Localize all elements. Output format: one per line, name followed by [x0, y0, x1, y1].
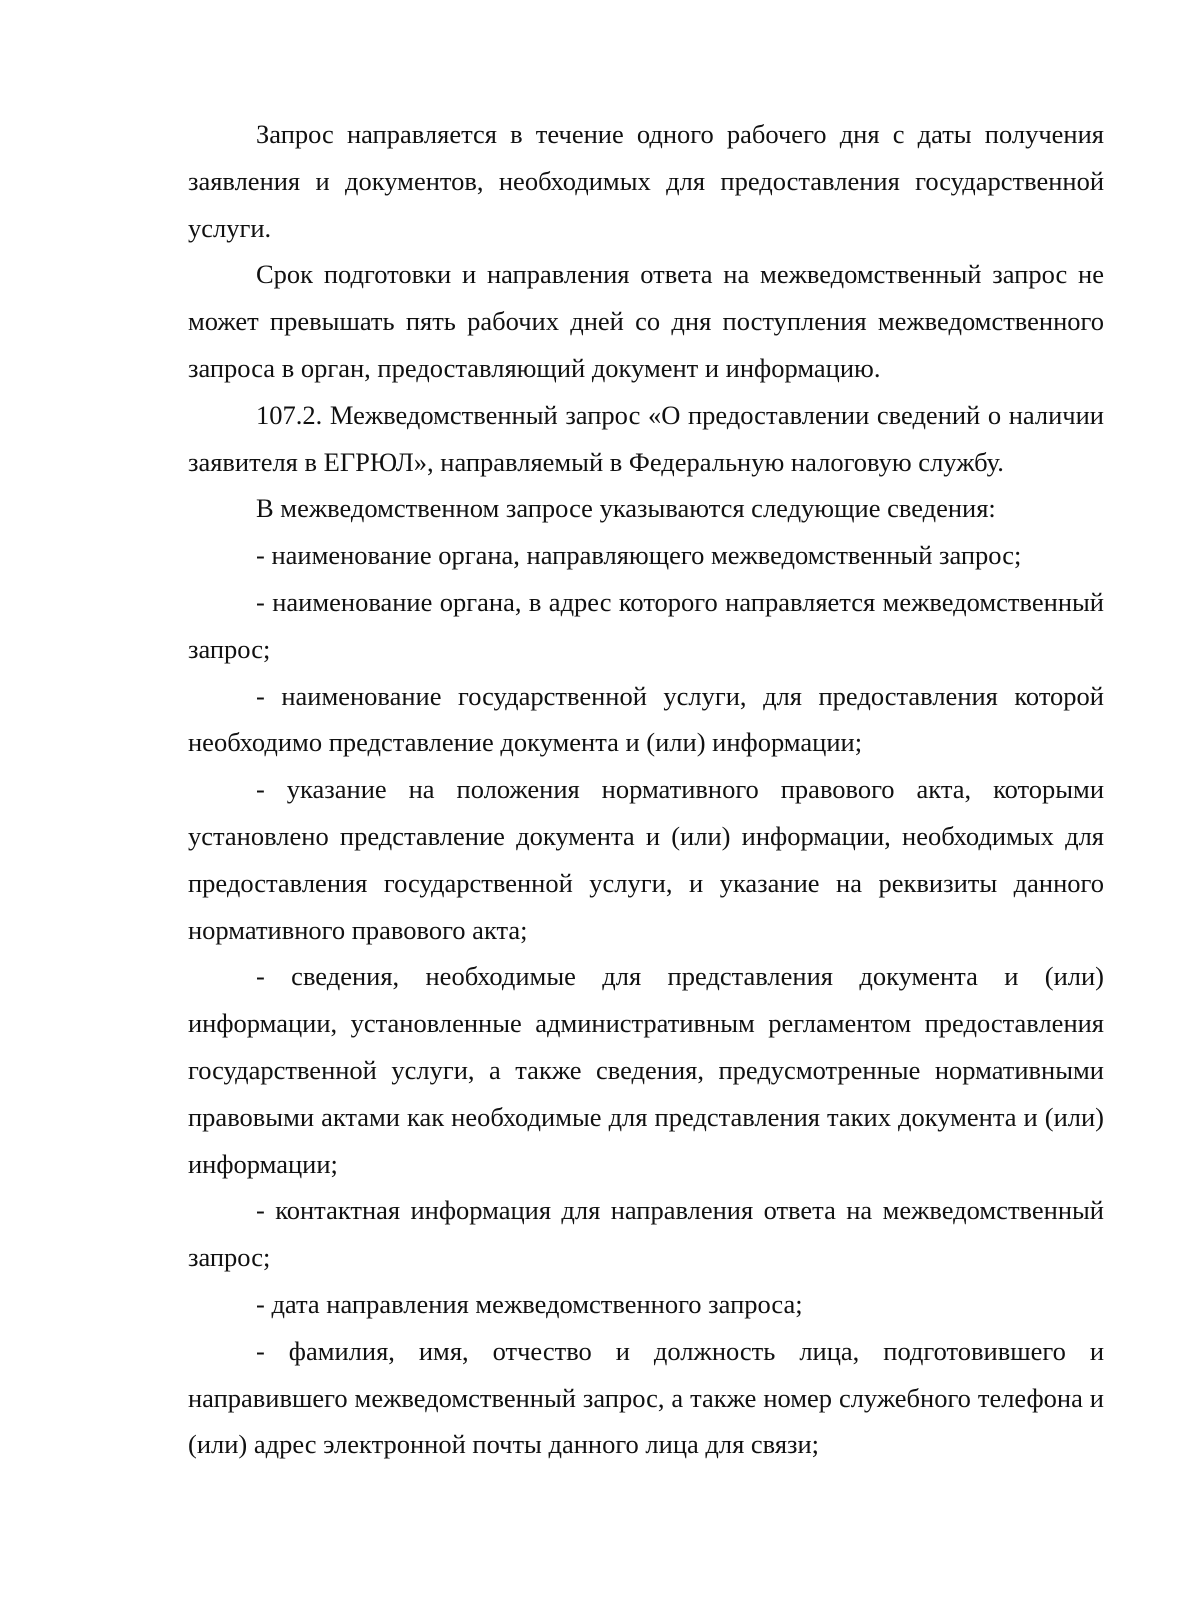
paragraph-response-deadline: Срок подготовки и направления ответа на межведомственный запрос не может превышать пять рабочих дней со дня поступления межведомственного запроса в орган, предоставляющий документ и информацию.	[188, 259, 1104, 383]
list-item-contact-information: - контактная информация для направления ответа на межведомственный запрос;	[188, 1195, 1104, 1273]
list-item-recipient-authority: - наименование органа, в адрес которого направляется межведомственный запрос;	[188, 586, 1104, 664]
list-item-required-information: - сведения, необходимые для представления документа и (или) информации, установленные административным регламентом предоставления государственной услуги, а также сведения, предусмотренные нормативными правовыми актами как необходимые для представления таких документа и (или) информации;	[188, 961, 1104, 1179]
list-item-sender-authority: - наименование органа, направляющего межведомственный запрос;	[256, 540, 1022, 571]
list-item-request-date: - дата направления межведомственного запроса;	[256, 1288, 803, 1319]
list-item-legal-act-reference: - указание на положения нормативного правового акта, которыми установлено представление документа и (или) информации, необходимых для предоставления государственной услуги, и указание на реквизиты данного нормативного правового акта;	[188, 774, 1104, 945]
list-item-service-name: - наименование государственной услуги, для предоставления которой необходимо представление документа и (или) информации;	[188, 680, 1104, 758]
document-body	[188, 111, 1104, 1468]
paragraph-request-contents-intro: В межведомственном запросе указываются следующие сведения:	[256, 493, 996, 524]
paragraph-section-107-2: 107.2. Межведомственный запрос «О предоставлении сведений о наличии заявителя в ЕГРЮЛ», направляемый в Федеральную налоговую службу.	[188, 399, 1104, 477]
paragraph-request-deadline: Запрос направляется в течение одного рабочего дня с даты получения заявления и документов, необходимых для предоставления государственной услуги.	[188, 119, 1104, 243]
list-item-responsible-person: - фамилия, имя, отчество и должность лица, подготовившего и направившего межведомственный запрос, а также номер служебного телефона и (или) адрес электронной почты данного лица для связи;	[188, 1335, 1104, 1460]
